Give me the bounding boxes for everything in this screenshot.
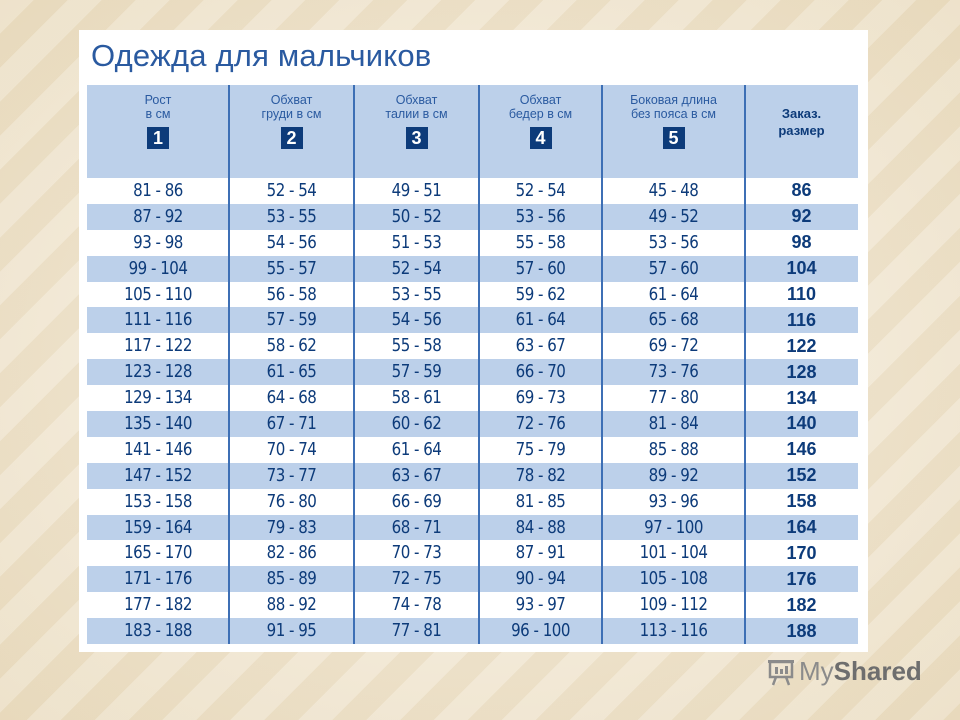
cell-waist: 77 - 81 bbox=[391, 621, 442, 642]
header-label: Обхват bbox=[395, 93, 438, 107]
cell-chest: 52 - 54 bbox=[266, 180, 317, 201]
cell-chest: 70 - 74 bbox=[266, 439, 317, 460]
cell-hips: 81 - 85 bbox=[515, 491, 566, 512]
cell-chest: 53 - 55 bbox=[266, 206, 317, 227]
header-label: талии в см bbox=[385, 107, 448, 121]
cell-hips: 75 - 79 bbox=[515, 439, 566, 460]
table-row bbox=[87, 566, 858, 592]
cell-waist: 54 - 56 bbox=[391, 310, 442, 331]
cell-hips: 57 - 60 bbox=[515, 258, 566, 279]
cell-hips: 59 - 62 bbox=[515, 284, 566, 305]
cell-order-size: 176 bbox=[786, 568, 817, 589]
cell-waist: 53 - 55 bbox=[391, 284, 442, 305]
cell-height: 183 - 188 bbox=[124, 621, 192, 642]
cell-chest: 88 - 92 bbox=[266, 595, 317, 616]
header-side-length bbox=[602, 85, 745, 178]
table-body bbox=[87, 178, 858, 644]
cell-waist: 66 - 69 bbox=[391, 491, 442, 512]
cell-side-length: 45 - 48 bbox=[648, 180, 699, 201]
cell-side-length: 97 - 100 bbox=[644, 517, 703, 538]
cell-height: 111 - 116 bbox=[124, 310, 192, 331]
cell-hips: 87 - 91 bbox=[515, 543, 566, 564]
cell-order-size: 152 bbox=[786, 465, 817, 486]
cell-hips: 69 - 73 bbox=[515, 388, 566, 409]
cell-height: 153 - 158 bbox=[124, 491, 192, 512]
cell-order-size: 122 bbox=[786, 335, 817, 356]
slide-card bbox=[79, 30, 868, 652]
cell-side-length: 53 - 56 bbox=[648, 232, 699, 253]
cell-order-size: 116 bbox=[786, 309, 817, 330]
cell-waist: 58 - 61 bbox=[391, 388, 442, 409]
cell-chest: 76 - 80 bbox=[266, 491, 317, 512]
cell-hips: 93 - 97 bbox=[515, 595, 566, 616]
cell-hips: 63 - 67 bbox=[515, 336, 566, 357]
table-row bbox=[87, 204, 858, 230]
table-row bbox=[87, 385, 858, 411]
table-row bbox=[87, 411, 858, 437]
cell-order-size: 146 bbox=[786, 439, 817, 460]
cell-height: 99 - 104 bbox=[128, 258, 188, 279]
table-row bbox=[87, 540, 858, 566]
cell-chest: 85 - 89 bbox=[266, 569, 317, 590]
table-row bbox=[87, 437, 858, 463]
cell-chest: 56 - 58 bbox=[266, 284, 317, 305]
table-row bbox=[87, 230, 858, 256]
table-row bbox=[87, 256, 858, 282]
column-number-badge: 4 bbox=[530, 127, 552, 149]
cell-order-size: 164 bbox=[786, 517, 817, 538]
table-row bbox=[87, 489, 858, 515]
presentation-icon bbox=[767, 658, 795, 686]
cell-waist: 63 - 67 bbox=[391, 465, 442, 486]
cell-waist: 61 - 64 bbox=[391, 439, 442, 460]
cell-waist: 50 - 52 bbox=[391, 206, 442, 227]
cell-height: 93 - 98 bbox=[133, 232, 183, 253]
cell-side-length: 49 - 52 bbox=[648, 206, 699, 227]
logo-text-shared: Shared bbox=[833, 656, 922, 686]
cell-order-size: 104 bbox=[786, 258, 817, 279]
cell-height: 87 - 92 bbox=[133, 206, 183, 227]
header-label: Боковая длина bbox=[630, 93, 717, 107]
cell-side-length: 101 - 104 bbox=[639, 543, 708, 564]
table-row bbox=[87, 333, 858, 359]
header-label: Обхват bbox=[519, 93, 562, 107]
logo-text-my: My bbox=[799, 656, 834, 686]
cell-side-length: 89 - 92 bbox=[648, 465, 699, 486]
header-label: груди в см bbox=[261, 107, 322, 121]
column-number-badge: 3 bbox=[406, 127, 428, 149]
header-label: Заказ. bbox=[781, 106, 822, 121]
cell-order-size: 170 bbox=[786, 542, 817, 563]
table-row bbox=[87, 359, 858, 385]
cell-chest: 79 - 83 bbox=[266, 517, 317, 538]
cell-hips: 78 - 82 bbox=[515, 465, 566, 486]
cell-side-length: 57 - 60 bbox=[648, 258, 699, 279]
cell-order-size: 110 bbox=[786, 284, 817, 304]
cell-side-length: 105 - 108 bbox=[639, 569, 708, 590]
cell-chest: 58 - 62 bbox=[266, 336, 317, 357]
size-table bbox=[87, 85, 858, 652]
header-chest bbox=[229, 85, 354, 178]
cell-waist: 60 - 62 bbox=[391, 413, 442, 434]
header-label: в см bbox=[145, 107, 171, 121]
myshared-logo bbox=[767, 656, 922, 687]
cell-order-size: 86 bbox=[791, 180, 812, 201]
cell-side-length: 113 - 116 bbox=[639, 621, 708, 642]
header-label: размер bbox=[778, 123, 825, 138]
table-row bbox=[87, 618, 858, 644]
cell-height: 165 - 170 bbox=[124, 543, 192, 564]
column-divider bbox=[228, 85, 230, 644]
header-label: Рост bbox=[144, 93, 172, 107]
cell-chest: 54 - 56 bbox=[266, 232, 317, 253]
cell-hips: 96 - 100 bbox=[511, 621, 570, 642]
cell-waist: 55 - 58 bbox=[391, 336, 442, 357]
cell-order-size: 140 bbox=[786, 413, 817, 434]
cell-side-length: 85 - 88 bbox=[648, 439, 699, 460]
cell-side-length: 73 - 76 bbox=[648, 362, 699, 383]
cell-waist: 51 - 53 bbox=[391, 232, 442, 253]
cell-side-length: 81 - 84 bbox=[648, 413, 699, 434]
column-number-badge: 5 bbox=[663, 127, 685, 149]
cell-order-size: 158 bbox=[786, 491, 817, 512]
cell-order-size: 128 bbox=[786, 361, 817, 382]
table-row bbox=[87, 282, 858, 308]
cell-height: 135 - 140 bbox=[124, 413, 192, 434]
column-divider bbox=[478, 85, 480, 644]
header-label: без пояса в см bbox=[630, 107, 717, 121]
cell-order-size: 188 bbox=[786, 620, 817, 641]
cell-side-length: 65 - 68 bbox=[648, 310, 699, 331]
cell-height: 117 - 122 bbox=[124, 336, 192, 357]
table-header bbox=[87, 85, 858, 178]
cell-hips: 84 - 88 bbox=[515, 517, 566, 538]
cell-chest: 61 - 65 bbox=[266, 362, 317, 383]
cell-waist: 52 - 54 bbox=[391, 258, 442, 279]
header-height bbox=[87, 85, 229, 178]
header-label: бедер в см bbox=[508, 107, 573, 121]
cell-hips: 52 - 54 bbox=[515, 180, 566, 201]
cell-order-size: 98 bbox=[791, 232, 812, 253]
column-divider bbox=[353, 85, 355, 644]
cell-height: 123 - 128 bbox=[124, 362, 192, 383]
cell-waist: 49 - 51 bbox=[391, 180, 442, 201]
header-order-size bbox=[745, 85, 858, 178]
cell-chest: 91 - 95 bbox=[266, 621, 317, 642]
cell-order-size: 134 bbox=[786, 387, 817, 408]
cell-side-length: 61 - 64 bbox=[648, 284, 699, 305]
cell-hips: 53 - 56 bbox=[515, 206, 566, 227]
cell-side-length: 93 - 96 bbox=[648, 491, 699, 512]
cell-chest: 73 - 77 bbox=[266, 465, 317, 486]
cell-hips: 55 - 58 bbox=[515, 232, 566, 253]
cell-order-size: 182 bbox=[786, 594, 817, 615]
cell-height: 159 - 164 bbox=[124, 517, 192, 538]
cell-hips: 90 - 94 bbox=[515, 569, 566, 590]
column-divider bbox=[744, 85, 746, 644]
cell-side-length: 69 - 72 bbox=[648, 336, 699, 357]
table-row bbox=[87, 592, 858, 618]
page-title: Одежда для мальчиков bbox=[91, 38, 432, 73]
cell-chest: 82 - 86 bbox=[266, 543, 317, 564]
cell-side-length: 77 - 80 bbox=[648, 388, 699, 409]
table-row bbox=[87, 515, 858, 541]
cell-waist: 74 - 78 bbox=[391, 595, 442, 616]
cell-height: 171 - 176 bbox=[124, 569, 192, 590]
table-row bbox=[87, 178, 858, 204]
cell-order-size: 92 bbox=[791, 206, 812, 227]
cell-height: 177 - 182 bbox=[124, 595, 192, 616]
table-row bbox=[87, 463, 858, 489]
cell-height: 147 - 152 bbox=[124, 465, 192, 486]
column-divider bbox=[601, 85, 603, 644]
header-hips bbox=[479, 85, 602, 178]
cell-side-length: 109 - 112 bbox=[639, 595, 708, 616]
cell-height: 129 - 134 bbox=[124, 388, 192, 409]
cell-hips: 72 - 76 bbox=[515, 413, 566, 434]
column-number-badge: 1 bbox=[147, 127, 169, 149]
cell-waist: 70 - 73 bbox=[391, 543, 442, 564]
cell-chest: 57 - 59 bbox=[266, 310, 317, 331]
cell-waist: 57 - 59 bbox=[391, 362, 442, 383]
header-label: Обхват bbox=[270, 93, 313, 107]
cell-waist: 68 - 71 bbox=[391, 517, 442, 538]
cell-height: 105 - 110 bbox=[124, 284, 192, 305]
column-number-badge: 2 bbox=[281, 127, 303, 149]
cell-height: 81 - 86 bbox=[133, 180, 183, 201]
header-waist bbox=[354, 85, 479, 178]
table-row bbox=[87, 307, 858, 333]
cell-chest: 64 - 68 bbox=[266, 388, 317, 409]
cell-chest: 55 - 57 bbox=[266, 258, 317, 279]
cell-hips: 61 - 64 bbox=[515, 310, 566, 331]
cell-chest: 67 - 71 bbox=[266, 413, 317, 434]
cell-waist: 72 - 75 bbox=[391, 569, 442, 590]
cell-height: 141 - 146 bbox=[124, 439, 192, 460]
cell-hips: 66 - 70 bbox=[515, 362, 566, 383]
